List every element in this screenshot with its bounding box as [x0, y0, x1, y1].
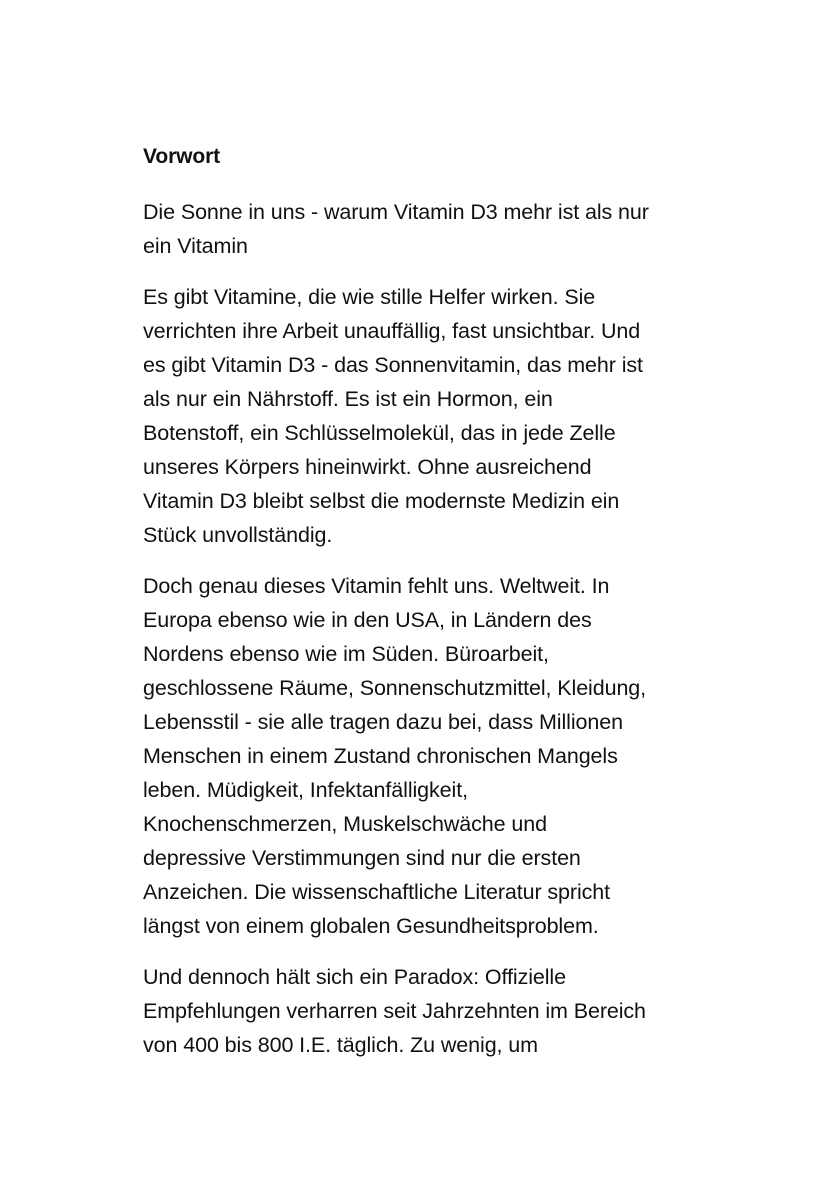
text-line: Die Sonne in uns - warum Vitamin D3 mehr ist als nur	[143, 200, 649, 224]
text-line: längst von einem globalen Gesundheitsproblem.	[143, 914, 599, 938]
text-line: verrichten ihre Arbeit unauffällig, fast unsichtbar. Und	[143, 319, 641, 343]
text-line: Knochenschmerzen, Muskelschwäche und	[143, 812, 547, 836]
text-line: als nur ein Nährstoff. Es ist ein Hormon, ein	[143, 387, 553, 411]
text-line: geschlossene Räume, Sonnenschutzmittel, Kleidung,	[143, 676, 647, 700]
text-line: Nordens ebenso wie im Süden. Büroarbeit,	[143, 642, 549, 666]
document-content	[143, 141, 713, 1079]
text-line: Und dennoch hält sich ein Paradox: Offizielle	[143, 965, 566, 989]
section-heading: Vorwort	[143, 145, 221, 168]
text-line: von 400 bis 800 I.E. täglich. Zu wenig, um	[143, 1033, 538, 1057]
text-line: Menschen in einem Zustand chronischen Mangels	[143, 744, 618, 768]
text-line: Botenstoff, ein Schlüsselmolekül, das in jede Zelle	[143, 421, 616, 445]
text-line: Empfehlungen verharren seit Jahrzehnten im Bereich	[143, 999, 646, 1023]
text-line: Europa ebenso wie in den USA, in Ländern des	[143, 608, 592, 632]
paragraph-subtitle	[143, 195, 713, 263]
text-line: leben. Müdigkeit, Infektanfälligkeit,	[143, 778, 468, 802]
text-line: Lebensstil - sie alle tragen dazu bei, dass Millionen	[143, 710, 623, 734]
text-line: Stück unvollständig.	[143, 523, 333, 547]
text-line: Doch genau dieses Vitamin fehlt uns. Weltweit. In	[143, 574, 610, 598]
text-line: Vitamin D3 bleibt selbst die modernste Medizin ein	[143, 489, 620, 513]
text-line: Anzeichen. Die wissenschaftliche Literatur spricht	[143, 880, 611, 904]
text-line: unseres Körpers hineinwirkt. Ohne ausreichend	[143, 455, 592, 479]
paragraph-deficiency	[143, 569, 713, 943]
paragraph-intro	[143, 280, 713, 552]
text-line: es gibt Vitamin D3 - das Sonnenvitamin, das mehr ist	[143, 353, 643, 377]
text-line: Es gibt Vitamine, die wie stille Helfer wirken. Sie	[143, 285, 596, 309]
paragraph-paradox	[143, 960, 713, 1062]
text-line: ein Vitamin	[143, 234, 248, 258]
text-line: depressive Verstimmungen sind nur die ersten	[143, 846, 581, 870]
